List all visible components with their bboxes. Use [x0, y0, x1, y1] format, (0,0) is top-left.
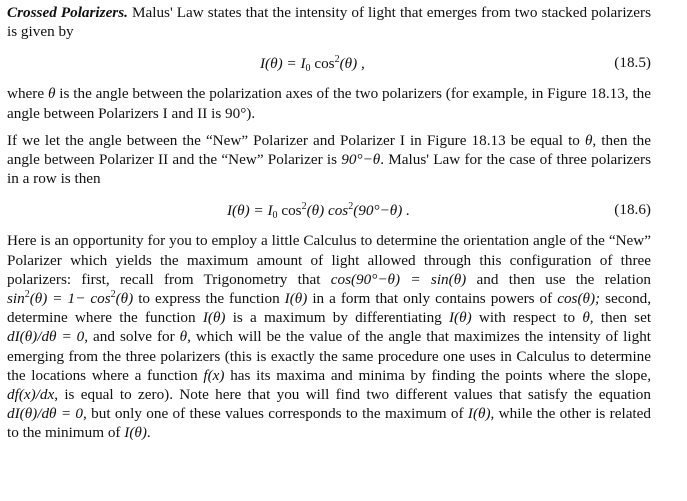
paragraph-intro-text: Malus' Law states that the intensity of light that emerges from two stacked polarizers is given by [7, 4, 652, 41]
inline-math: I(θ) [449, 309, 472, 327]
inline-math: I(θ) [467, 405, 491, 423]
inline-math: θ [179, 328, 188, 346]
equation-18-5-number: (18.5) [614, 54, 651, 72]
paragraph-new-polarizer: If we let the angle between the “New” Polarizer and Polarizer I in Figure 18.13 be equal to θ, then the angle between Polarizer II and the “New” Polarizer is 90°−θ. Malus' Law for the case of three polarizers in a row is then [7, 131, 652, 188]
inline-math: 90°−θ [341, 151, 381, 169]
equation-18-5-expression: $I(\theta) = I_0$ $\cos^2(\theta)$ , [260, 54, 365, 75]
inline-math: I(θ) [124, 424, 147, 442]
paragraph-intro [7, 3, 651, 41]
equation-18-6 [7, 200, 651, 223]
equation-18-6-expression: $I(\theta) = I_0$ $\cos^2(\theta)$ $\cos^2(90^\circ-\theta)$ . [227, 201, 410, 222]
paragraph-where: where θ is the angle between the polarization axes of the two polarizers (for example, in Figure 18.13, the angle between Polarizers I and II is 90°). [7, 85, 652, 122]
section-lead-title: Crossed Polarizers. [7, 4, 128, 21]
theta-symbol: θ [47, 85, 56, 103]
inline-math: $\sin^2(\theta) = 1- \cos^2(\theta)$ [7, 289, 134, 308]
inline-math: cos(θ); [557, 290, 601, 308]
inline-math: I(θ) [202, 309, 226, 327]
paragraph-calculus: Here is an opportunity for you to employ a little Calculus to determine the orientation angle of the “New” Polarizer which yields the maximum amount of light allowed through this configuration of three polarizers: first, recall from Trigonometry that cos(90°−θ) = sin(θ) and then use the relation $\sin^2(\theta) = 1- \cos^2(\theta)$ to express the function I(θ) in a form that only contains powers of cos(θ); second, determine where the function I(θ) is a maximum by differentiating I(θ) with respect to θ, then set dI(θ)/dθ = 0, and solve for θ, which will be the value of the angle that maximizes the intensity of light emerging from the three polarizers (this is exactly the same procedure one uses in Calculus to determine the locations where a function f(x) has its maxima and minima by finding the points where the slope, df(x)/dx, is equal to zero). Note here that you will find two different values that satisfy the equation dI(θ)/dθ = 0, but only one of these values corresponds to the maximum of I(θ), while the other is related to the minimum of I(θ). [7, 232, 652, 442]
equation-18-5 [7, 53, 651, 76]
inline-math: f(x) [203, 366, 225, 384]
inline-math: df(x)/dx [7, 386, 55, 404]
equation-18-6-number: (18.6) [614, 201, 651, 219]
inline-math: cos(90°−θ) = sin(θ) [330, 270, 467, 288]
inline-math: dI(θ)/dθ = 0 [7, 328, 85, 346]
inline-math: dI(θ)/dθ = 0 [7, 405, 84, 423]
theta-symbol: θ [584, 131, 593, 149]
inline-math: θ, [582, 309, 594, 327]
inline-math: I(θ) [284, 290, 308, 308]
